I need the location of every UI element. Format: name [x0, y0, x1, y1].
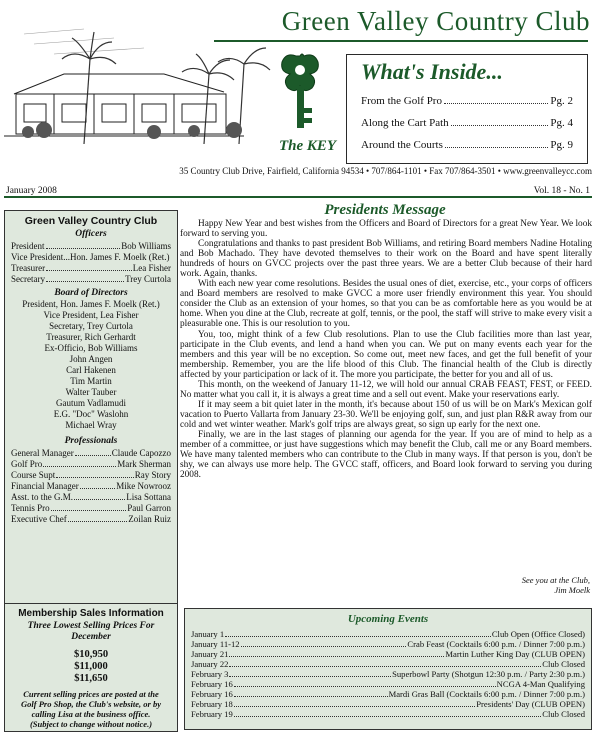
event-row: January 22 Club Closed: [191, 659, 585, 669]
membership-subtitle: December: [71, 632, 111, 642]
event-row: January 21 Martin Luther King Day (CLUB OPEN): [191, 649, 585, 659]
officer-row: Treasurer Lea Fisher: [11, 263, 171, 273]
event-row: February 3 Superbowl Party (Shotgun 12:30 p.m. / Party 2:30 p.m.): [191, 669, 585, 679]
toc-item[interactable]: Along the Cart Path Pg. 4: [361, 117, 573, 129]
membership-price: $11,650: [74, 673, 108, 684]
sidebar-divider: [5, 603, 177, 604]
board-member: Secretary, Trey Curtola: [49, 321, 133, 331]
issue-volume: Vol. 18 - No. 1: [533, 186, 590, 196]
membership-note: calling Lisa at the business office.: [31, 709, 151, 719]
event-row: January 11-12 Crab Feast (Cocktails 6:00 p.m. / Dinner 7:00 p.m.): [191, 639, 585, 649]
message-paragraph: This month, on the weekend of January 11-12, we will hold our annual CRAB FEAST, FEST, or FEED. No matter what you call it, it is always a great time and a sell out event. Make your reservations early.: [180, 379, 592, 400]
board-member: Walter Tauber: [65, 387, 117, 397]
title-rule: [214, 40, 588, 42]
board-member: Ex-Officio, Bob Williams: [44, 343, 138, 353]
toc-item[interactable]: From the Golf Pro Pg. 2: [361, 95, 573, 107]
header-rule: [4, 196, 592, 198]
officer-row: Secretary Trey Curtola: [11, 274, 171, 284]
event-row: February 19 Club Closed: [191, 709, 585, 719]
board-member: Tim Martin: [70, 376, 112, 386]
club-title: Green Valley Country Club: [281, 6, 590, 36]
signoff-signature: Jim Moelk: [554, 585, 590, 595]
key-logo-icon: [282, 54, 319, 128]
board-member: Treasurer, Rich Gerhardt: [46, 332, 136, 342]
event-row: January 1 Club Open (Office Closed): [191, 629, 585, 639]
toc-item[interactable]: Around the Courts Pg. 9: [361, 139, 573, 151]
message-paragraph: If it may seem a bit quiet later in the month, it's because about 150 of us will be on Mark's Mexican golf vacation to Puerto Vallarta from January 23-30. We'll be enjoying golf, sun, and just plan R&R away from our cold and wet winter weather. Mark's golf trips are always great, so sign up early for the next one.: [180, 399, 592, 430]
events-panel: [184, 608, 592, 730]
message-paragraph: With each new year come resolutions. Besides the usual ones of diet, exercise, etc., your corps of officers and Board members are resolved to make GVCC a more user friendly environment this year. You should consider the Club as an extension of your homes, so that you can be as comfortable here as you would be at home. When you dine at the Club, recreate at golf, tennis, or the pool, the staff will strive to make every visit a pleasurable one. This is our resolution to you.: [180, 279, 592, 330]
officer-row: President Bob Williams: [11, 241, 171, 251]
address-line: 35 Country Club Drive, Fairfield, California 94534 • 707/864-1101 • Fax 707/864-3501 • www.greenvalleycc.com: [179, 166, 592, 176]
officers-heading: Officers: [75, 229, 107, 239]
board-member: John Angen: [69, 354, 113, 364]
event-row: February 16 NCGA 4-Man Qualifying: [191, 679, 585, 689]
event-row: February 16 Mardi Gras Ball (Cocktails 6:00 p.m. / Dinner 7:00 p.m.): [191, 689, 585, 699]
professional-row: Financial Manager Mike Nowrooz: [11, 481, 171, 491]
message-body: [180, 219, 592, 480]
membership-price: $10,950: [73, 649, 109, 660]
message-paragraph: Congratulations and thanks to past president Bob Williams, and retiring Board members Nadine Hotaling and Bob Machado. They have devoted themselves to their work on the Board and have spent literally hundreds of hours on GVCC projects over the past three years. We are a better Club because of their hard work. Again, thanks.: [180, 239, 592, 280]
professional-row: Course Supt Ray Story: [11, 470, 171, 480]
board-member: Michael Wray: [65, 420, 117, 430]
board-member: Gautum Vadlamudi: [55, 398, 127, 408]
membership-note: Current selling prices are posted at the: [23, 689, 159, 699]
membership-note: Golf Pro Shop, the Club's website, or by: [20, 699, 162, 709]
membership-price: $11,000: [74, 661, 108, 672]
professional-row: Executive Chef Zoilan Ruiz: [11, 514, 171, 524]
board-member: Carl Hakenen: [66, 365, 116, 375]
event-row: February 18 Presidents' Day (CLUB OPEN): [191, 699, 585, 709]
message-paragraph: You, too, might think of a few Club resolutions. Plan to use the Club facilities more than last year, participate in the Club events, and lend a hand when you can. We put on many events each year for the members and this year will be no exception. So come out, meet new faces, and get the full benefit of your membership. Remember, you are the life blood of this Club. The financial health of the Club is directly affected by your participation or lack of it. The more you participate, the better for you and all of us.: [180, 329, 592, 380]
message-paragraph: Happy New Year and best wishes from the Officers and Board of Directors for a great New Year. We look forward to serving you.: [180, 219, 592, 240]
professional-row: General Manager Claude Capozzo: [11, 448, 171, 458]
svg-text:The KEY: The KEY: [279, 138, 337, 154]
professionals-heading: Professionals: [64, 436, 118, 446]
membership-subtitle: Three Lowest Selling Prices For: [27, 621, 155, 631]
board-heading: Board of Directors: [54, 288, 128, 298]
professional-row: Golf Pro Mark Sherman: [11, 459, 171, 469]
officer-row: Vice President...Hon. James F. Moelk (Ret.): [11, 252, 170, 262]
board-member: President, Hon. James F. Moelk (Ret.): [22, 299, 160, 309]
message-paragraph: Finally, we are in the last stages of planning our agenda for the year. If you are of mind to help as a member of a committee, or just have suggestions which may benefit the Club, call me or any Board members. We have many talented members who can contribute to the Club in many ways. If that person is you, don't be shy, we can always use more help. The GVCC staff, officers, and Board look forward to serving you during 2008.: [180, 429, 592, 481]
whats-inside-box: [346, 54, 588, 164]
whats-inside-title: What's Inside...: [361, 59, 503, 84]
professional-row: Asst. to the G.M. Lisa Sottana: [11, 492, 171, 502]
message-title: Presidents Message: [324, 202, 446, 218]
board-member: Vice President, Lea Fisher: [43, 310, 139, 320]
sidebar-panel: [4, 210, 178, 732]
signoff-line: See you at the Club,: [521, 575, 590, 585]
events-title: Upcoming Events: [347, 613, 429, 625]
board-member: E.G. "Doc" Waslohn: [53, 409, 129, 419]
professional-row: Tennis Pro Paul Garron: [11, 503, 171, 513]
issue-date: January 2008: [6, 186, 57, 196]
membership-note: (Subject to change without notice.): [29, 719, 153, 729]
sidebar-title: Green Valley Country Club: [24, 215, 158, 227]
membership-title: Membership Sales Information: [18, 608, 164, 619]
